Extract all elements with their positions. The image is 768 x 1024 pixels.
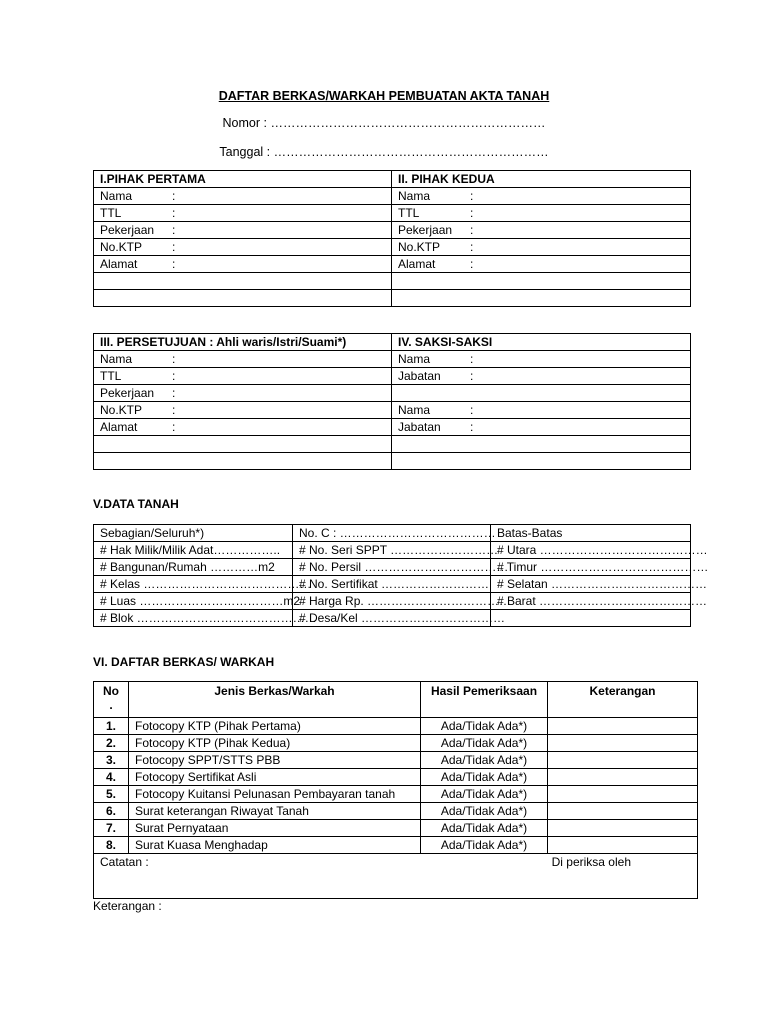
col-header-hasil: Hasil Pemeriksaan: [421, 682, 548, 718]
table-row: [94, 769, 698, 786]
field-cell: TTL :: [392, 205, 691, 222]
keterangan-cell: [548, 803, 698, 820]
keterangan-cell: [548, 735, 698, 752]
table-row: [94, 752, 698, 769]
catatan-label: Catatan :: [100, 855, 149, 869]
party-table-2: [93, 333, 691, 470]
field-cell: [392, 385, 691, 402]
data-tanah-table: [93, 524, 709, 627]
keterangan-cell: [548, 752, 698, 769]
field-cell: No.KTP :: [94, 402, 392, 419]
jenis-berkas-cell: Surat keterangan Riwayat Tanah: [129, 803, 421, 820]
empty-cell: [392, 290, 691, 307]
field-cell: Pekerjaan :: [94, 385, 392, 402]
table-cell: # No. Persil ………………………………: [293, 559, 491, 576]
hasil-pemeriksaan-cell: Ada/Tidak Ada*): [421, 718, 548, 735]
table-cell: # Harga Rp. ………………………………: [293, 593, 491, 610]
table-cell: [491, 610, 691, 627]
field-cell: Nama :: [392, 402, 691, 419]
field-cell: No.KTP :: [94, 239, 392, 256]
empty-cell: [392, 273, 691, 290]
field-cell: Nama :: [94, 188, 392, 205]
empty-cell: [392, 436, 691, 453]
empty-cell: [94, 453, 392, 470]
jenis-berkas-cell: Surat Kuasa Menghadap: [129, 837, 421, 854]
field-cell: Pekerjaan :: [94, 222, 392, 239]
table-row: [94, 222, 691, 239]
empty-cell: [94, 273, 392, 290]
jenis-berkas-cell: Fotocopy KTP (Pihak Kedua): [129, 735, 421, 752]
hasil-pemeriksaan-cell: Ada/Tidak Ada*): [421, 837, 548, 854]
diperiksa-label: Di periksa oleh: [551, 855, 631, 869]
table-row: [94, 205, 691, 222]
pihak-pertama-heading: I.PIHAK PERTAMA: [94, 171, 392, 188]
table-row: [94, 820, 698, 837]
table-row: [94, 419, 691, 436]
field-cell: Nama :: [392, 188, 691, 205]
row-number: 1.: [94, 718, 129, 735]
table-header-row: [94, 682, 698, 718]
table-cell: # Barat ……………………………………: [491, 593, 691, 610]
party-table-1: [93, 170, 691, 307]
keterangan-cell: [548, 820, 698, 837]
row-number: 2.: [94, 735, 129, 752]
keterangan-cell: [548, 786, 698, 803]
hasil-pemeriksaan-cell: Ada/Tidak Ada*): [421, 803, 548, 820]
table-row: [94, 542, 691, 559]
table-row: [94, 576, 691, 593]
saksi-heading: IV. SAKSI-SAKSI: [392, 334, 691, 351]
table-cell: # Blok ………………………………………: [94, 610, 293, 627]
daftar-berkas-table: [93, 681, 698, 899]
daftar-berkas-heading: VI. DAFTAR BERKAS/ WARKAH: [93, 655, 275, 669]
table-row: [94, 718, 698, 735]
field-cell: Nama :: [392, 351, 691, 368]
hasil-pemeriksaan-cell: Ada/Tidak Ada*): [421, 769, 548, 786]
table-cell: # No. Sertifikat ………………………: [293, 576, 491, 593]
table-row: [94, 256, 691, 273]
table-row: [94, 453, 691, 470]
row-number: 7.: [94, 820, 129, 837]
field-cell: Jabatan :: [392, 419, 691, 436]
field-cell: Nama :: [94, 351, 392, 368]
table-row: [94, 525, 691, 542]
table-row: [94, 385, 691, 402]
empty-cell: [392, 453, 691, 470]
hasil-pemeriksaan-cell: Ada/Tidak Ada*): [421, 820, 548, 837]
table-row: [94, 786, 698, 803]
row-number: 4.: [94, 769, 129, 786]
jenis-berkas-cell: Fotocopy KTP (Pihak Pertama): [129, 718, 421, 735]
field-cell: No.KTP :: [392, 239, 691, 256]
data-tanah-heading: V.DATA TANAH: [93, 497, 179, 511]
field-cell: Alamat :: [94, 256, 392, 273]
field-cell: TTL :: [94, 368, 392, 385]
table-row: [94, 188, 691, 205]
table-row: [94, 837, 698, 854]
jenis-berkas-cell: Fotocopy Kuitansi Pelunasan Pembayaran tanah: [129, 786, 421, 803]
keterangan-footer: Keterangan :: [93, 899, 162, 913]
field-cell: Alamat :: [94, 419, 392, 436]
table-row: [94, 351, 691, 368]
table-cell: # Kelas ……………………………………: [94, 576, 293, 593]
table-cell: Batas-Batas: [491, 525, 691, 542]
document-title: DAFTAR BERKAS/WARKAH PEMBUATAN AKTA TANAH: [218, 89, 550, 103]
catatan-row: [94, 854, 698, 899]
jenis-berkas-cell: Fotocopy Sertifikat Asli: [129, 769, 421, 786]
table-cell: # Hak Milik/Milik Adat……………..: [94, 542, 293, 559]
jenis-berkas-cell: Fotocopy SPPT/STTS PBB: [129, 752, 421, 769]
table-row: [94, 273, 691, 290]
table-row: [94, 239, 691, 256]
hasil-pemeriksaan-cell: Ada/Tidak Ada*): [421, 786, 548, 803]
table-cell: # Utara ……………………………………: [491, 542, 691, 559]
table-row: [94, 290, 691, 307]
field-cell: Jabatan :: [392, 368, 691, 385]
table-cell: # Selatan …………………………………: [491, 576, 691, 593]
table-row: [94, 559, 691, 576]
empty-cell: [94, 436, 392, 453]
keterangan-cell: [548, 718, 698, 735]
table-cell: Sebagian/Seluruh*): [94, 525, 293, 542]
empty-cell: [94, 290, 392, 307]
table-cell: # Desa/Kel ………………………………: [293, 610, 491, 627]
row-number: 3.: [94, 752, 129, 769]
table-row: [94, 610, 691, 627]
jenis-berkas-cell: Surat Pernyataan: [129, 820, 421, 837]
tanggal-line: Tanggal : …………………………………………………………: [219, 145, 549, 159]
keterangan-cell: [548, 837, 698, 854]
table-cell: # Bangunan/Rumah …………m2: [94, 559, 293, 576]
field-cell: TTL :: [94, 205, 392, 222]
table-row: [94, 593, 691, 610]
hasil-pemeriksaan-cell: Ada/Tidak Ada*): [421, 735, 548, 752]
col-header-no: No .: [94, 682, 129, 718]
table-row: [94, 436, 691, 453]
row-number: 5.: [94, 786, 129, 803]
table-cell: No. C : …………………………………: [293, 525, 491, 542]
keterangan-cell: [548, 769, 698, 786]
col-header-jenis: Jenis Berkas/Warkah: [129, 682, 421, 718]
pihak-kedua-heading: II. PIHAK KEDUA: [392, 171, 691, 188]
table-cell: # No. Seri SPPT ………………………: [293, 542, 491, 559]
table-row: [94, 735, 698, 752]
table-cell: # Luas ………………………………m2: [94, 593, 293, 610]
row-number: 6.: [94, 803, 129, 820]
hasil-pemeriksaan-cell: Ada/Tidak Ada*): [421, 752, 548, 769]
nomor-line: Nomor : …………………………………………………………: [222, 116, 546, 130]
table-row: [94, 368, 691, 385]
field-cell: Alamat :: [392, 256, 691, 273]
table-row: [94, 803, 698, 820]
persetujuan-heading: III. PERSETUJUAN : Ahli waris/Istri/Suami*): [94, 334, 392, 351]
row-number: 8.: [94, 837, 129, 854]
field-cell: Pekerjaan :: [392, 222, 691, 239]
table-cell: # Timur ……………………………………: [491, 559, 691, 576]
catatan-cell: [94, 854, 698, 899]
table-row: [94, 402, 691, 419]
col-header-keterangan: Keterangan: [548, 682, 698, 718]
